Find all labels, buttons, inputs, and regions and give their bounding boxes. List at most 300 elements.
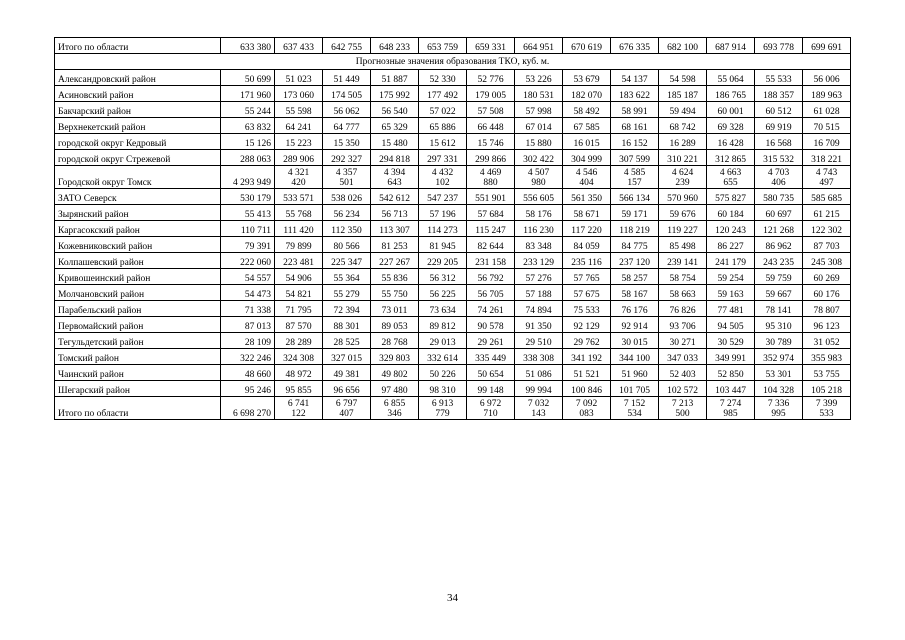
- forecast-value: 297 331: [419, 150, 467, 166]
- forecast-value: 4 743 497: [803, 166, 851, 189]
- forecast-value: 29 013: [419, 333, 467, 349]
- forecast-value: 103 447: [707, 381, 755, 397]
- forecast-value: 100 846: [563, 381, 611, 397]
- forecast-value: 80 566: [323, 237, 371, 253]
- forecast-value: 7 213 500: [659, 397, 707, 420]
- forecast-value: 64 777: [323, 118, 371, 134]
- base-year-value: 28 109: [221, 333, 275, 349]
- forecast-value: 85 498: [659, 237, 707, 253]
- forecast-value: 6 741 122: [275, 397, 323, 420]
- table-row: [55, 253, 851, 269]
- forecast-value: 65 886: [419, 118, 467, 134]
- forecast-value: 101 705: [611, 381, 659, 397]
- forecast-value: 344 100: [611, 349, 659, 365]
- forecast-value: 7 336 995: [755, 397, 803, 420]
- forecast-value: 55 364: [323, 269, 371, 285]
- row-label: Кожевниковский район: [55, 237, 221, 253]
- forecast-value: 77 481: [707, 301, 755, 317]
- forecast-value: 30 271: [659, 333, 707, 349]
- forecast-value: 115 247: [467, 221, 515, 237]
- table-row: [55, 237, 851, 253]
- forecast-value: 659 331: [467, 38, 515, 54]
- forecast-value: 551 901: [467, 189, 515, 205]
- forecast-value: 97 480: [371, 381, 419, 397]
- base-year-value: 530 179: [221, 189, 275, 205]
- forecast-value: 68 161: [611, 118, 659, 134]
- forecast-value: 699 691: [803, 38, 851, 54]
- forecast-value: 28 525: [323, 333, 371, 349]
- forecast-value: 104 328: [755, 381, 803, 397]
- forecast-value: 95 855: [275, 381, 323, 397]
- forecast-value: 122 302: [803, 221, 851, 237]
- forecast-value: 71 795: [275, 301, 323, 317]
- forecast-value: 64 241: [275, 118, 323, 134]
- forecast-value: 188 357: [755, 86, 803, 102]
- forecast-value: 15 350: [323, 134, 371, 150]
- forecast-value: 30 529: [707, 333, 755, 349]
- forecast-value: 96 656: [323, 381, 371, 397]
- forecast-value: 56 225: [419, 285, 467, 301]
- forecast-value: 682 100: [659, 38, 707, 54]
- forecast-value: 73 634: [419, 301, 467, 317]
- forecast-value: 88 301: [323, 317, 371, 333]
- forecast-value: 352 974: [755, 349, 803, 365]
- forecast-value: 575 827: [707, 189, 755, 205]
- forecast-value: 66 448: [467, 118, 515, 134]
- table-row: [55, 221, 851, 237]
- base-year-value: 171 960: [221, 86, 275, 102]
- forecast-value: 648 233: [371, 38, 419, 54]
- forecast-value: 56 062: [323, 102, 371, 118]
- forecast-value: 58 492: [563, 102, 611, 118]
- row-label: Молчановский район: [55, 285, 221, 301]
- forecast-value: 51 023: [275, 70, 323, 86]
- forecast-value: 185 187: [659, 86, 707, 102]
- forecast-value: 664 951: [515, 38, 563, 54]
- forecast-value: 55 836: [371, 269, 419, 285]
- forecast-value: 56 705: [467, 285, 515, 301]
- forecast-value: 76 176: [611, 301, 659, 317]
- forecast-value: 68 742: [659, 118, 707, 134]
- forecast-value: 61 215: [803, 205, 851, 221]
- table-row: [55, 269, 851, 285]
- table-row: [55, 134, 851, 150]
- base-year-value: 222 060: [221, 253, 275, 269]
- forecast-value: 4 469 880: [467, 166, 515, 189]
- forecast-value: 315 532: [755, 150, 803, 166]
- forecast-value: 4 394 643: [371, 166, 419, 189]
- forecast-value: 294 818: [371, 150, 419, 166]
- forecast-value: 51 960: [611, 365, 659, 381]
- forecast-value: 29 261: [467, 333, 515, 349]
- forecast-value: 92 914: [611, 317, 659, 333]
- forecast-value: 83 348: [515, 237, 563, 253]
- forecast-value: 72 394: [323, 301, 371, 317]
- forecast-value: 335 449: [467, 349, 515, 365]
- forecast-value: 51 086: [515, 365, 563, 381]
- table-row: [55, 301, 851, 317]
- row-label: Итого по области: [55, 397, 221, 420]
- forecast-value: 114 273: [419, 221, 467, 237]
- table-row: [55, 189, 851, 205]
- forecast-value: 235 116: [563, 253, 611, 269]
- forecast-value: 186 765: [707, 86, 755, 102]
- forecast-value: 69 919: [755, 118, 803, 134]
- row-label: городской округ Кедровый: [55, 134, 221, 150]
- base-year-value: 55 413: [221, 205, 275, 221]
- forecast-value: 16 289: [659, 134, 707, 150]
- table-body: [55, 38, 851, 420]
- forecast-value: 347 033: [659, 349, 707, 365]
- table-row: [55, 285, 851, 301]
- forecast-value: 245 308: [803, 253, 851, 269]
- forecast-value: 53 679: [563, 70, 611, 86]
- forecast-value: 533 571: [275, 189, 323, 205]
- table-row: [55, 102, 851, 118]
- forecast-value: 59 254: [707, 269, 755, 285]
- row-label: Парабельский район: [55, 301, 221, 317]
- forecast-value: 179 005: [467, 86, 515, 102]
- forecast-value: 304 999: [563, 150, 611, 166]
- forecast-value: 4 321 420: [275, 166, 323, 189]
- forecast-value: 86 227: [707, 237, 755, 253]
- forecast-value: 225 347: [323, 253, 371, 269]
- forecast-value: 189 963: [803, 86, 851, 102]
- forecast-value: 51 887: [371, 70, 419, 86]
- table-row: [55, 150, 851, 166]
- row-label: Колпашевский район: [55, 253, 221, 269]
- forecast-value: 231 158: [467, 253, 515, 269]
- tko-forecast-table: [54, 37, 851, 420]
- forecast-value: 59 171: [611, 205, 659, 221]
- forecast-value: 70 515: [803, 118, 851, 134]
- forecast-value: 312 865: [707, 150, 755, 166]
- forecast-value: 60 184: [707, 205, 755, 221]
- forecast-value: 292 327: [323, 150, 371, 166]
- table-row: [55, 349, 851, 365]
- forecast-value: 327 015: [323, 349, 371, 365]
- base-year-value: 79 391: [221, 237, 275, 253]
- forecast-value: 102 572: [659, 381, 707, 397]
- forecast-value: 91 350: [515, 317, 563, 333]
- base-year-value: 50 699: [221, 70, 275, 86]
- forecast-value: 60 512: [755, 102, 803, 118]
- forecast-value: 55 279: [323, 285, 371, 301]
- forecast-value: 89 053: [371, 317, 419, 333]
- forecast-value: 15 480: [371, 134, 419, 150]
- table-row: [55, 365, 851, 381]
- forecast-value: 28 289: [275, 333, 323, 349]
- forecast-value: 223 481: [275, 253, 323, 269]
- forecast-value: 57 508: [467, 102, 515, 118]
- base-year-value: 63 832: [221, 118, 275, 134]
- forecast-value: 53 755: [803, 365, 851, 381]
- forecast-value: 75 533: [563, 301, 611, 317]
- forecast-value: 58 991: [611, 102, 659, 118]
- forecast-value: 561 350: [563, 189, 611, 205]
- forecast-value: 30 015: [611, 333, 659, 349]
- forecast-value: 4 624 239: [659, 166, 707, 189]
- forecast-value: 307 599: [611, 150, 659, 166]
- forecast-value: 94 505: [707, 317, 755, 333]
- forecast-value: 50 226: [419, 365, 467, 381]
- forecast-value: 289 906: [275, 150, 323, 166]
- forecast-value: 121 268: [755, 221, 803, 237]
- forecast-value: 585 685: [803, 189, 851, 205]
- forecast-value: 15 746: [467, 134, 515, 150]
- forecast-value: 6 855 346: [371, 397, 419, 420]
- forecast-value: 180 531: [515, 86, 563, 102]
- forecast-value: 55 768: [275, 205, 323, 221]
- forecast-value: 57 188: [515, 285, 563, 301]
- forecast-value: 56 540: [371, 102, 419, 118]
- base-year-value: 54 473: [221, 285, 275, 301]
- forecast-value: 4 432 102: [419, 166, 467, 189]
- page-number: 34: [447, 592, 458, 604]
- forecast-value: 237 120: [611, 253, 659, 269]
- row-label: Городской округ Томск: [55, 166, 221, 189]
- section-header-row: [55, 54, 851, 70]
- forecast-value: 4 507 980: [515, 166, 563, 189]
- forecast-value: 59 676: [659, 205, 707, 221]
- forecast-value: 241 179: [707, 253, 755, 269]
- row-label: Томский район: [55, 349, 221, 365]
- forecast-value: 93 706: [659, 317, 707, 333]
- forecast-value: 52 850: [707, 365, 755, 381]
- forecast-value: 65 329: [371, 118, 419, 134]
- forecast-value: 302 422: [515, 150, 563, 166]
- forecast-value: 57 765: [563, 269, 611, 285]
- forecast-value: 570 960: [659, 189, 707, 205]
- forecast-value: 49 802: [371, 365, 419, 381]
- forecast-value: 51 449: [323, 70, 371, 86]
- forecast-value: 61 028: [803, 102, 851, 118]
- forecast-value: 57 998: [515, 102, 563, 118]
- forecast-value: 30 789: [755, 333, 803, 349]
- forecast-value: 118 219: [611, 221, 659, 237]
- forecast-value: 7 152 534: [611, 397, 659, 420]
- forecast-value: 670 619: [563, 38, 611, 54]
- row-label: Тегульдетский район: [55, 333, 221, 349]
- forecast-value: 116 230: [515, 221, 563, 237]
- forecast-value: 58 257: [611, 269, 659, 285]
- forecast-value: 95 310: [755, 317, 803, 333]
- row-label: Первомайский район: [55, 317, 221, 333]
- base-year-value: 288 063: [221, 150, 275, 166]
- forecast-value: 15 223: [275, 134, 323, 150]
- forecast-value: 637 433: [275, 38, 323, 54]
- forecast-value: 243 235: [755, 253, 803, 269]
- forecast-value: 90 578: [467, 317, 515, 333]
- forecast-value: 547 237: [419, 189, 467, 205]
- forecast-value: 86 962: [755, 237, 803, 253]
- forecast-value: 7 092 083: [563, 397, 611, 420]
- forecast-value: 56 234: [323, 205, 371, 221]
- forecast-value: 78 807: [803, 301, 851, 317]
- forecast-value: 60 697: [755, 205, 803, 221]
- forecast-value: 4 703 406: [755, 166, 803, 189]
- forecast-value: 113 307: [371, 221, 419, 237]
- forecast-value: 676 335: [611, 38, 659, 54]
- forecast-value: 174 505: [323, 86, 371, 102]
- forecast-value: 324 308: [275, 349, 323, 365]
- base-year-value: 110 711: [221, 221, 275, 237]
- forecast-value: 55 598: [275, 102, 323, 118]
- forecast-value: 7 399 533: [803, 397, 851, 420]
- forecast-value: 6 797 407: [323, 397, 371, 420]
- base-year-value: 6 698 270: [221, 397, 275, 420]
- forecast-value: 299 866: [467, 150, 515, 166]
- forecast-value: 67 014: [515, 118, 563, 134]
- forecast-value: 59 759: [755, 269, 803, 285]
- forecast-value: 227 267: [371, 253, 419, 269]
- section-title: Прогнозные значения образования ТКО, куб. м.: [55, 54, 851, 70]
- base-year-value: 87 013: [221, 317, 275, 333]
- forecast-value: 55 064: [707, 70, 755, 86]
- forecast-value: 310 221: [659, 150, 707, 166]
- forecast-value: 28 768: [371, 333, 419, 349]
- forecast-value: 556 605: [515, 189, 563, 205]
- forecast-value: 111 420: [275, 221, 323, 237]
- forecast-value: 69 328: [707, 118, 755, 134]
- forecast-value: 120 243: [707, 221, 755, 237]
- forecast-value: 538 026: [323, 189, 371, 205]
- forecast-value: 57 684: [467, 205, 515, 221]
- forecast-value: 177 492: [419, 86, 467, 102]
- forecast-value: 58 754: [659, 269, 707, 285]
- forecast-value: 79 899: [275, 237, 323, 253]
- table-row: [55, 317, 851, 333]
- forecast-value: 119 227: [659, 221, 707, 237]
- forecast-value: 341 192: [563, 349, 611, 365]
- table-row: [55, 166, 851, 189]
- forecast-value: 7 032 143: [515, 397, 563, 420]
- table-row: [55, 86, 851, 102]
- forecast-value: 60 176: [803, 285, 851, 301]
- forecast-value: 89 812: [419, 317, 467, 333]
- forecast-value: 99 994: [515, 381, 563, 397]
- forecast-value: 96 123: [803, 317, 851, 333]
- forecast-value: 53 301: [755, 365, 803, 381]
- base-year-value: 54 557: [221, 269, 275, 285]
- forecast-value: 54 598: [659, 70, 707, 86]
- forecast-value: 87 570: [275, 317, 323, 333]
- forecast-value: 687 914: [707, 38, 755, 54]
- forecast-value: 60 001: [707, 102, 755, 118]
- forecast-value: 318 221: [803, 150, 851, 166]
- table-row: [55, 333, 851, 349]
- base-year-value: 55 244: [221, 102, 275, 118]
- forecast-value: 55 750: [371, 285, 419, 301]
- forecast-value: 56 312: [419, 269, 467, 285]
- forecast-value: 642 755: [323, 38, 371, 54]
- base-year-value: 4 293 949: [221, 166, 275, 189]
- forecast-value: 82 644: [467, 237, 515, 253]
- row-label: Бакчарский район: [55, 102, 221, 118]
- row-label: городской округ Стрежевой: [55, 150, 221, 166]
- forecast-value: 4 585 157: [611, 166, 659, 189]
- forecast-value: 57 675: [563, 285, 611, 301]
- forecast-value: 59 667: [755, 285, 803, 301]
- forecast-value: 29 510: [515, 333, 563, 349]
- forecast-value: 15 880: [515, 134, 563, 150]
- forecast-value: 49 381: [323, 365, 371, 381]
- forecast-value: 355 983: [803, 349, 851, 365]
- row-label: Зырянский район: [55, 205, 221, 221]
- forecast-value: 16 568: [755, 134, 803, 150]
- base-year-value: 95 246: [221, 381, 275, 397]
- forecast-value: 52 403: [659, 365, 707, 381]
- forecast-value: 78 141: [755, 301, 803, 317]
- forecast-value: 55 533: [755, 70, 803, 86]
- forecast-value: 175 992: [371, 86, 419, 102]
- forecast-value: 105 218: [803, 381, 851, 397]
- forecast-value: 16 709: [803, 134, 851, 150]
- forecast-value: 542 612: [371, 189, 419, 205]
- forecast-value: 117 220: [563, 221, 611, 237]
- forecast-value: 332 614: [419, 349, 467, 365]
- row-label: Александровский район: [55, 70, 221, 86]
- forecast-value: 74 894: [515, 301, 563, 317]
- forecast-value: 84 775: [611, 237, 659, 253]
- row-label: Асиновский район: [55, 86, 221, 102]
- forecast-value: 81 945: [419, 237, 467, 253]
- forecast-value: 50 654: [467, 365, 515, 381]
- forecast-value: 329 803: [371, 349, 419, 365]
- forecast-value: 52 330: [419, 70, 467, 86]
- forecast-value: 57 196: [419, 205, 467, 221]
- forecast-value: 58 671: [563, 205, 611, 221]
- forecast-value: 4 546 404: [563, 166, 611, 189]
- forecast-value: 87 703: [803, 237, 851, 253]
- forecast-value: 48 972: [275, 365, 323, 381]
- forecast-value: 112 350: [323, 221, 371, 237]
- forecast-value: 74 261: [467, 301, 515, 317]
- row-label: Итого по области: [55, 38, 221, 54]
- table-row: [55, 38, 851, 54]
- table-row: [55, 397, 851, 420]
- forecast-value: 76 826: [659, 301, 707, 317]
- forecast-value: 60 269: [803, 269, 851, 285]
- forecast-value: 58 167: [611, 285, 659, 301]
- table-row: [55, 118, 851, 134]
- forecast-value: 54 137: [611, 70, 659, 86]
- forecast-value: 31 052: [803, 333, 851, 349]
- forecast-value: 98 310: [419, 381, 467, 397]
- forecast-value: 6 972 710: [467, 397, 515, 420]
- row-label: Чаинский район: [55, 365, 221, 381]
- forecast-value: 99 148: [467, 381, 515, 397]
- forecast-value: 57 276: [515, 269, 563, 285]
- base-year-value: 71 338: [221, 301, 275, 317]
- forecast-value: 349 991: [707, 349, 755, 365]
- row-label: ЗАТО Северск: [55, 189, 221, 205]
- forecast-value: 16 428: [707, 134, 755, 150]
- forecast-value: 54 906: [275, 269, 323, 285]
- forecast-value: 29 762: [563, 333, 611, 349]
- forecast-value: 173 060: [275, 86, 323, 102]
- base-year-value: 48 660: [221, 365, 275, 381]
- forecast-value: 73 011: [371, 301, 419, 317]
- base-year-value: 15 126: [221, 134, 275, 150]
- forecast-value: 54 821: [275, 285, 323, 301]
- table-row: [55, 205, 851, 221]
- forecast-value: 57 022: [419, 102, 467, 118]
- forecast-value: 16 015: [563, 134, 611, 150]
- forecast-value: 4 663 655: [707, 166, 755, 189]
- forecast-value: 56 713: [371, 205, 419, 221]
- forecast-value: 92 129: [563, 317, 611, 333]
